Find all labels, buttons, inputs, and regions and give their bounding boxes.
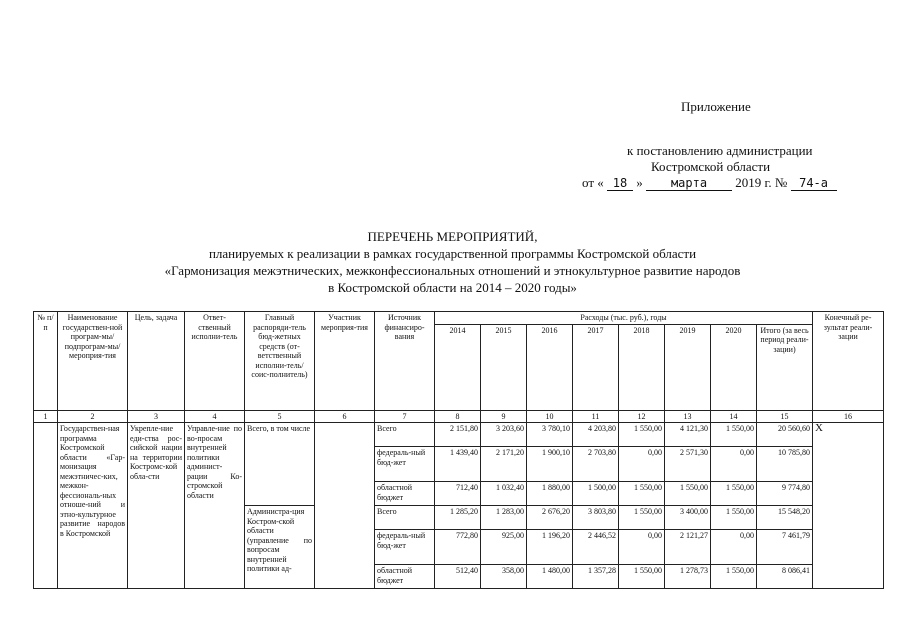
header-year: 2019 (665, 324, 711, 410)
total-cell: 10 785,80 (757, 447, 813, 482)
total-cell: 9 774,80 (757, 482, 813, 506)
value-cell: 0,00 (619, 530, 665, 565)
value-cell: 1 357,28 (573, 565, 619, 589)
value-cell: 1 283,00 (481, 506, 527, 530)
title-line-1: ПЕРЕЧЕНЬ МЕРОПРИЯТИЙ, (367, 229, 538, 244)
column-number: 3 (128, 410, 185, 423)
resolution-line-2: Костромской области (651, 159, 771, 174)
value-cell: 1 500,00 (573, 482, 619, 506)
value-cell: 1 550,00 (711, 565, 757, 589)
value-cell: 712,40 (435, 482, 481, 506)
program-name-cell: Государствен-ная программа Костромской области «Гар-монизация межэтничес-ких, межкон-фессиональ-ных отноше-ний и этно-культурное развитие народов в Костромской (58, 423, 128, 589)
participant-cell (315, 423, 375, 589)
column-number: 10 (527, 410, 573, 423)
header-year: 2014 (435, 324, 481, 410)
value-cell: 1 032,40 (481, 482, 527, 506)
document-title (0, 228, 905, 296)
value-cell: 3 780,10 (527, 423, 573, 447)
value-cell: 3 803,80 (573, 506, 619, 530)
value-cell: 925,00 (481, 530, 527, 565)
goal-cell: Укрепле-ние еди-ства рос-сийской нации на территории Костромс-кой обла-сти (128, 423, 185, 589)
column-number: 16 (813, 410, 884, 423)
resolution-date (582, 175, 837, 191)
column-number: 6 (315, 410, 375, 423)
resolution-line-1: к постановлению администрации (627, 143, 813, 158)
date-mid: » (636, 175, 643, 190)
header-result: Конечный ре-зультат реали-зации (813, 312, 884, 411)
source-cell: федераль-ный бюд-жет (375, 530, 435, 565)
column-number: 5 (245, 410, 315, 423)
value-cell: 772,80 (435, 530, 481, 565)
value-cell: 4 203,80 (573, 423, 619, 447)
value-cell: 3 400,00 (665, 506, 711, 530)
column-number: 2 (58, 410, 128, 423)
value-cell: 2 703,80 (573, 447, 619, 482)
date-year: 2019 г. № (735, 175, 788, 190)
header-participant: Участник мероприя-тия (315, 312, 375, 411)
column-number: 11 (573, 410, 619, 423)
source-cell: областной бюджет (375, 482, 435, 506)
header-expenses: Расходы (тыс. руб.), годы (435, 312, 813, 325)
value-cell: 1 285,20 (435, 506, 481, 530)
value-cell: 2 121,27 (665, 530, 711, 565)
column-number: 1 (34, 410, 58, 423)
total-cell: 8 086,41 (757, 565, 813, 589)
column-number: 12 (619, 410, 665, 423)
column-number: 14 (711, 410, 757, 423)
source-cell: областной бюджет (375, 565, 435, 589)
header-year: 2020 (711, 324, 757, 410)
total-cell: 20 560,60 (757, 423, 813, 447)
value-cell: 1 900,10 (527, 447, 573, 482)
value-cell: 4 121,30 (665, 423, 711, 447)
value-cell: 2 446,52 (573, 530, 619, 565)
value-cell: 3 203,60 (481, 423, 527, 447)
header-executor: Ответ-ственный исполни-тель (185, 312, 245, 411)
main-manager-admin-cell: Администра-ция Костром-ской области (управление по вопросам внутренней политики ад- (245, 506, 315, 589)
source-cell: федераль-ный бюд-жет (375, 447, 435, 482)
value-cell: 1 278,73 (665, 565, 711, 589)
date-month: марта (646, 176, 732, 191)
header-source: Источник финансиро-вания (375, 312, 435, 411)
value-cell: 1 550,00 (665, 482, 711, 506)
column-number: 4 (185, 410, 245, 423)
row-number-cell (34, 423, 58, 589)
title-line-3: «Гармонизация межэтнических, межконфессиональных отношений и этнокультурное развитие народов (164, 263, 741, 278)
value-cell: 1 550,00 (619, 565, 665, 589)
header-goal: Цель, задача (128, 312, 185, 411)
column-number: 15 (757, 410, 813, 423)
column-number: 7 (375, 410, 435, 423)
source-cell: Всего (375, 506, 435, 530)
value-cell: 1 550,00 (711, 482, 757, 506)
column-number: 9 (481, 410, 527, 423)
table-row (34, 423, 884, 447)
value-cell: 1 550,00 (711, 423, 757, 447)
header-no: № п/п (34, 312, 58, 411)
source-cell: Всего (375, 423, 435, 447)
header-year: 2015 (481, 324, 527, 410)
value-cell: 0,00 (619, 447, 665, 482)
total-cell: 15 548,20 (757, 506, 813, 530)
header-year: 2018 (619, 324, 665, 410)
resolution-number: 74-а (791, 176, 837, 191)
column-number: 13 (665, 410, 711, 423)
header-main-manager: Главный распоряди-тель бюд-жетных средств (от-ветственный исполни-тель/соис-полнитель) (245, 312, 315, 411)
total-cell: 7 461,79 (757, 530, 813, 565)
executor-cell: Управле-ние по во-просам внутренней политики админист-рации Ко-стромской области (185, 423, 245, 589)
value-cell: 0,00 (711, 447, 757, 482)
date-prefix: от « (582, 175, 604, 190)
value-cell: 358,00 (481, 565, 527, 589)
measures-table (33, 311, 884, 589)
value-cell: 1 550,00 (619, 423, 665, 447)
title-line-2: планируемых к реализации в рамках государственной программы Костромской области (208, 246, 697, 261)
header-name: Наименование государствен-ной програм-мы/ подпрограм-мы/мероприя-тия (58, 312, 128, 411)
value-cell: 2 151,80 (435, 423, 481, 447)
value-cell: 512,40 (435, 565, 481, 589)
value-cell: 0,00 (711, 530, 757, 565)
header-year: 2017 (573, 324, 619, 410)
value-cell: 1 439,40 (435, 447, 481, 482)
value-cell: 1 550,00 (711, 506, 757, 530)
appendix-label: Приложение (681, 99, 751, 114)
value-cell: 2 171,20 (481, 447, 527, 482)
value-cell: 1 550,00 (619, 506, 665, 530)
value-cell: 1 196,20 (527, 530, 573, 565)
column-number: 8 (435, 410, 481, 423)
value-cell: 1 480,00 (527, 565, 573, 589)
title-line-4: в Костромской области на 2014 – 2020 годы» (328, 280, 577, 295)
value-cell: 1 550,00 (619, 482, 665, 506)
value-cell: 1 880,00 (527, 482, 573, 506)
date-day: 18 (607, 176, 633, 191)
value-cell: 2 676,20 (527, 506, 573, 530)
main-manager-all-cell: Всего, в том числе (245, 423, 315, 506)
header-year: 2016 (527, 324, 573, 410)
result-cell: Х (813, 423, 884, 589)
value-cell: 2 571,30 (665, 447, 711, 482)
header-total: Итого (за весь период реали-зации) (757, 324, 813, 410)
